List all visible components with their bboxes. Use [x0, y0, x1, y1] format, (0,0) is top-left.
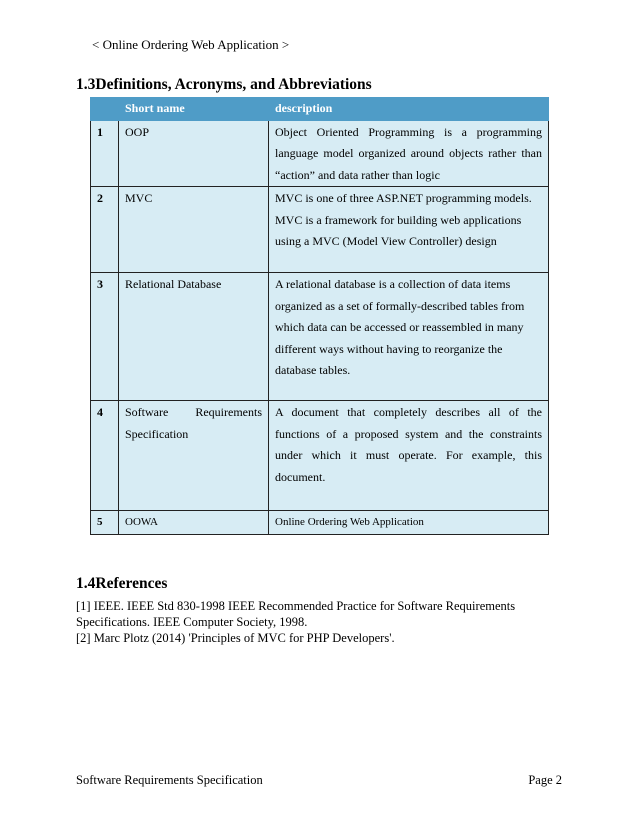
- column-header-number: [91, 98, 119, 121]
- table-row: [91, 401, 549, 511]
- reference-item: [2] Marc Plotz (2014) 'Principles of MVC for PHP Developers'.: [76, 631, 395, 645]
- row-description: Online Ordering Web Application: [269, 511, 549, 535]
- table-row: [91, 511, 549, 535]
- row-description: Object Oriented Programming is a programming language model organized around objects rather than “action” and data rather than logic: [269, 120, 549, 187]
- row-short-name: OOWA: [119, 511, 269, 535]
- row-description: A relational database is a collection of data items organized as a set of formally-described tables from which data can be accessed or reassembled in many different ways without having to reorganize the database tables.: [269, 273, 549, 401]
- row-short-name: Software Requirements Specification: [119, 401, 269, 511]
- table-row: [91, 187, 549, 273]
- row-number: 5: [91, 511, 119, 535]
- table-row: [91, 120, 549, 187]
- reference-item: [1] IEEE. IEEE Std 830-1998 IEEE Recommended Practice for Software Requirements Specifications. IEEE Computer Society, 1998.: [76, 599, 516, 629]
- row-number: 2: [91, 187, 119, 273]
- page-number: Page 2: [528, 773, 562, 787]
- row-short-name: Relational Database: [119, 273, 269, 401]
- row-description: A document that completely describes all of the functions of a proposed system and the constraints under which it must operate. For example, this document.: [269, 401, 549, 511]
- footer-title: Software Requirements Specification: [76, 773, 263, 787]
- section-title-references: 1.4References: [76, 575, 168, 592]
- table-row: [91, 273, 549, 401]
- column-header-short-name: Short name: [119, 98, 269, 121]
- column-header-description: description: [269, 98, 549, 121]
- section-title-definitions: 1.3Definitions, Acronyms, and Abbreviations: [76, 76, 372, 93]
- definitions-table: [90, 97, 549, 535]
- running-header: < Online Ordering Web Application >: [92, 37, 290, 52]
- row-description: MVC is one of three ASP.NET programming models. MVC is a framework for building web applications using a MVC (Model View Controller) design: [269, 187, 549, 273]
- row-short-name: OOP: [119, 120, 269, 187]
- row-number: 1: [91, 120, 119, 187]
- references-list: [76, 598, 556, 646]
- row-short-name: MVC: [119, 187, 269, 273]
- row-number: 3: [91, 273, 119, 401]
- table-header-row: [91, 98, 549, 121]
- row-number: 4: [91, 401, 119, 511]
